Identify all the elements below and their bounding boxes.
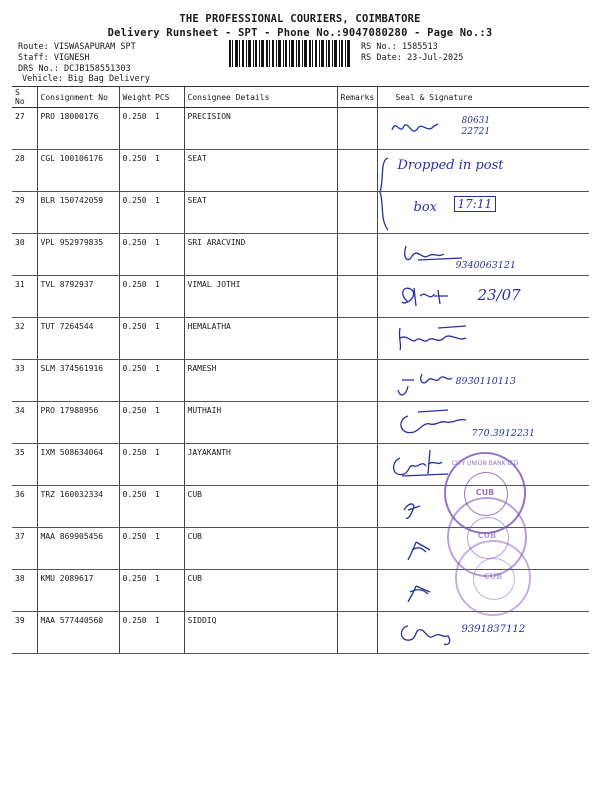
table-row [12,612,589,654]
cell-remarks [337,570,377,612]
cell-consignee: SEAT [184,192,337,234]
cell-consignee: RAMESH [184,360,337,402]
cell-pcs: 1 [152,360,184,402]
cell-weight: 0.250 [119,150,152,192]
runsheet-subtitle: Delivery Runsheet - SPT - Phone No.:9047080280 - Page No.:3 [107,27,493,39]
cell-sno: 35 [12,444,37,486]
cell-signature [377,318,589,360]
cell-sno: 28 [12,150,37,192]
cell-weight: 0.250 [119,234,152,276]
cell-weight: 0.250 [119,192,152,234]
route-label: Route: VISWASAPURAM SPT [18,42,136,52]
handwritten-note: box [413,200,437,215]
staff-label: Staff: VIGNESH [18,53,90,63]
cell-remarks [337,234,377,276]
cell-consignment: TVL 8792937 [37,276,119,318]
cell-sno: 32 [12,318,37,360]
cell-pcs: 1 [152,486,184,528]
page-title: THE PROFESSIONAL COURIERS, COIMBATORE [179,13,421,25]
cell-sno: 38 [12,570,37,612]
barcode [229,40,350,67]
cell-consignee: CUB [184,570,337,612]
handwritten-phone: 9391837112 [461,624,526,635]
cell-pcs: 1 [152,276,184,318]
cell-pcs: 1 [152,570,184,612]
handwritten-phone: 8930110113 [455,376,516,387]
cell-sno: 39 [12,612,37,654]
table-row [12,192,589,234]
cell-consignment: KMU 2089617 [37,570,119,612]
cell-consignment: IXM 508634064 [37,444,119,486]
cell-remarks [337,402,377,444]
cell-weight: 0.250 [119,108,152,150]
col-header-signature: Seal & Signature [377,87,589,108]
cell-consignee: MUTHAIH [184,402,337,444]
cell-consignment: PRO 17988956 [37,402,119,444]
cell-sno: 30 [12,234,37,276]
cell-consignment: VPL 952979835 [37,234,119,276]
table-row [12,150,589,192]
cell-consignment: MAA 577440560 [37,612,119,654]
cell-weight: 0.250 [119,528,152,570]
signature-mark [378,318,590,360]
cell-weight: 0.250 [119,318,152,360]
cell-weight: 0.250 [119,402,152,444]
cell-consignee: PRECISION [184,108,337,150]
cell-consignee: SRI ARACVIND [184,234,337,276]
cell-pcs: 1 [152,528,184,570]
cell-consignment: TRZ 160032334 [37,486,119,528]
col-header-sno: S No [12,87,37,108]
col-header-remarks: Remarks [337,87,377,108]
cell-signature [377,276,589,318]
vehicle-label: Vehicle: Big Bag Delivery [22,74,150,84]
cell-pcs: 1 [152,108,184,150]
cell-sno: 37 [12,528,37,570]
cell-consignment: CGL 100106176 [37,150,119,192]
cell-sno: 36 [12,486,37,528]
table-row [12,108,589,150]
col-header-weight: Weight [119,87,152,108]
cell-remarks [337,276,377,318]
table-row [12,234,589,276]
bank-stamp: CITY UNION BANK LTD CUB [444,452,526,534]
cell-consignee: CUB [184,486,337,528]
table-row [12,360,589,402]
cell-consignment: MAA 869905456 [37,528,119,570]
cell-remarks [337,528,377,570]
cell-signature [377,108,589,150]
cell-signature [377,150,589,215]
handwritten-phone: 80631 22721 [461,116,491,137]
col-header-consignee: Consignee Details [184,87,337,108]
cell-sno: 31 [12,276,37,318]
handwritten-time: 17:11 [454,196,497,212]
cell-weight: 0.250 [119,612,152,654]
cell-pcs: 1 [152,318,184,360]
cell-consignment: SLM 374561916 [37,360,119,402]
cell-weight: 0.250 [119,276,152,318]
cell-signature [377,402,589,444]
table-header [12,87,589,108]
handwritten-phone: 770.3912231 [471,428,535,439]
cell-consignee: SEAT [184,150,337,192]
cell-consignment: TUT 7264544 [37,318,119,360]
cell-pcs: 1 [152,234,184,276]
cell-sno: 33 [12,360,37,402]
cell-remarks [337,360,377,402]
cell-remarks [337,150,377,192]
bank-stamp: CUB [455,540,531,616]
rs-number: RS No.: 1585513 [361,42,438,52]
cell-sno: 27 [12,108,37,150]
cell-consignee: JAYAKANTH [184,444,337,486]
drs-number: DRS No.: DCJB15855130З [18,64,131,74]
cell-weight: 0.250 [119,360,152,402]
col-header-consignment: Consignment No [37,87,119,108]
cell-consignee: HEMALATHA [184,318,337,360]
cell-consignee: CUB [184,528,337,570]
col-header-pcs: PCS [152,87,184,108]
cell-signature [377,612,589,654]
cell-consignee: SIDDIQ [184,612,337,654]
cell-pcs: 1 [152,150,184,192]
cell-remarks [337,486,377,528]
cell-remarks [337,192,377,234]
cell-remarks [337,612,377,654]
cell-pcs: 1 [152,402,184,444]
cell-signature [377,360,589,402]
cell-consignment: PRO 18000176 [37,108,119,150]
cell-sno: 29 [12,192,37,234]
cell-weight: 0.250 [119,486,152,528]
cell-consignment: BLR 150742059 [37,192,119,234]
table-row [12,276,589,318]
table-row [12,318,589,360]
cell-sno: 34 [12,402,37,444]
table-row [12,402,589,444]
cell-pcs: 1 [152,444,184,486]
cell-signature [377,234,589,276]
rs-date: RS Date: 23-Jul-2025 [361,53,464,63]
cell-pcs: 1 [152,612,184,654]
cell-remarks [337,444,377,486]
cell-weight: 0.250 [119,570,152,612]
handwritten-date: 23/07 [477,286,521,304]
bank-stamp: CUB [447,497,527,577]
handwritten-phone: 9340063121 [455,260,516,271]
cell-weight: 0.250 [119,444,152,486]
cell-remarks [337,318,377,360]
handwritten-note: Dropped in post [397,158,504,173]
cell-remarks [337,108,377,150]
cell-pcs: 1 [152,192,184,234]
cell-consignee: VIMAL JOTHI [184,276,337,318]
cell-signature [377,192,589,234]
